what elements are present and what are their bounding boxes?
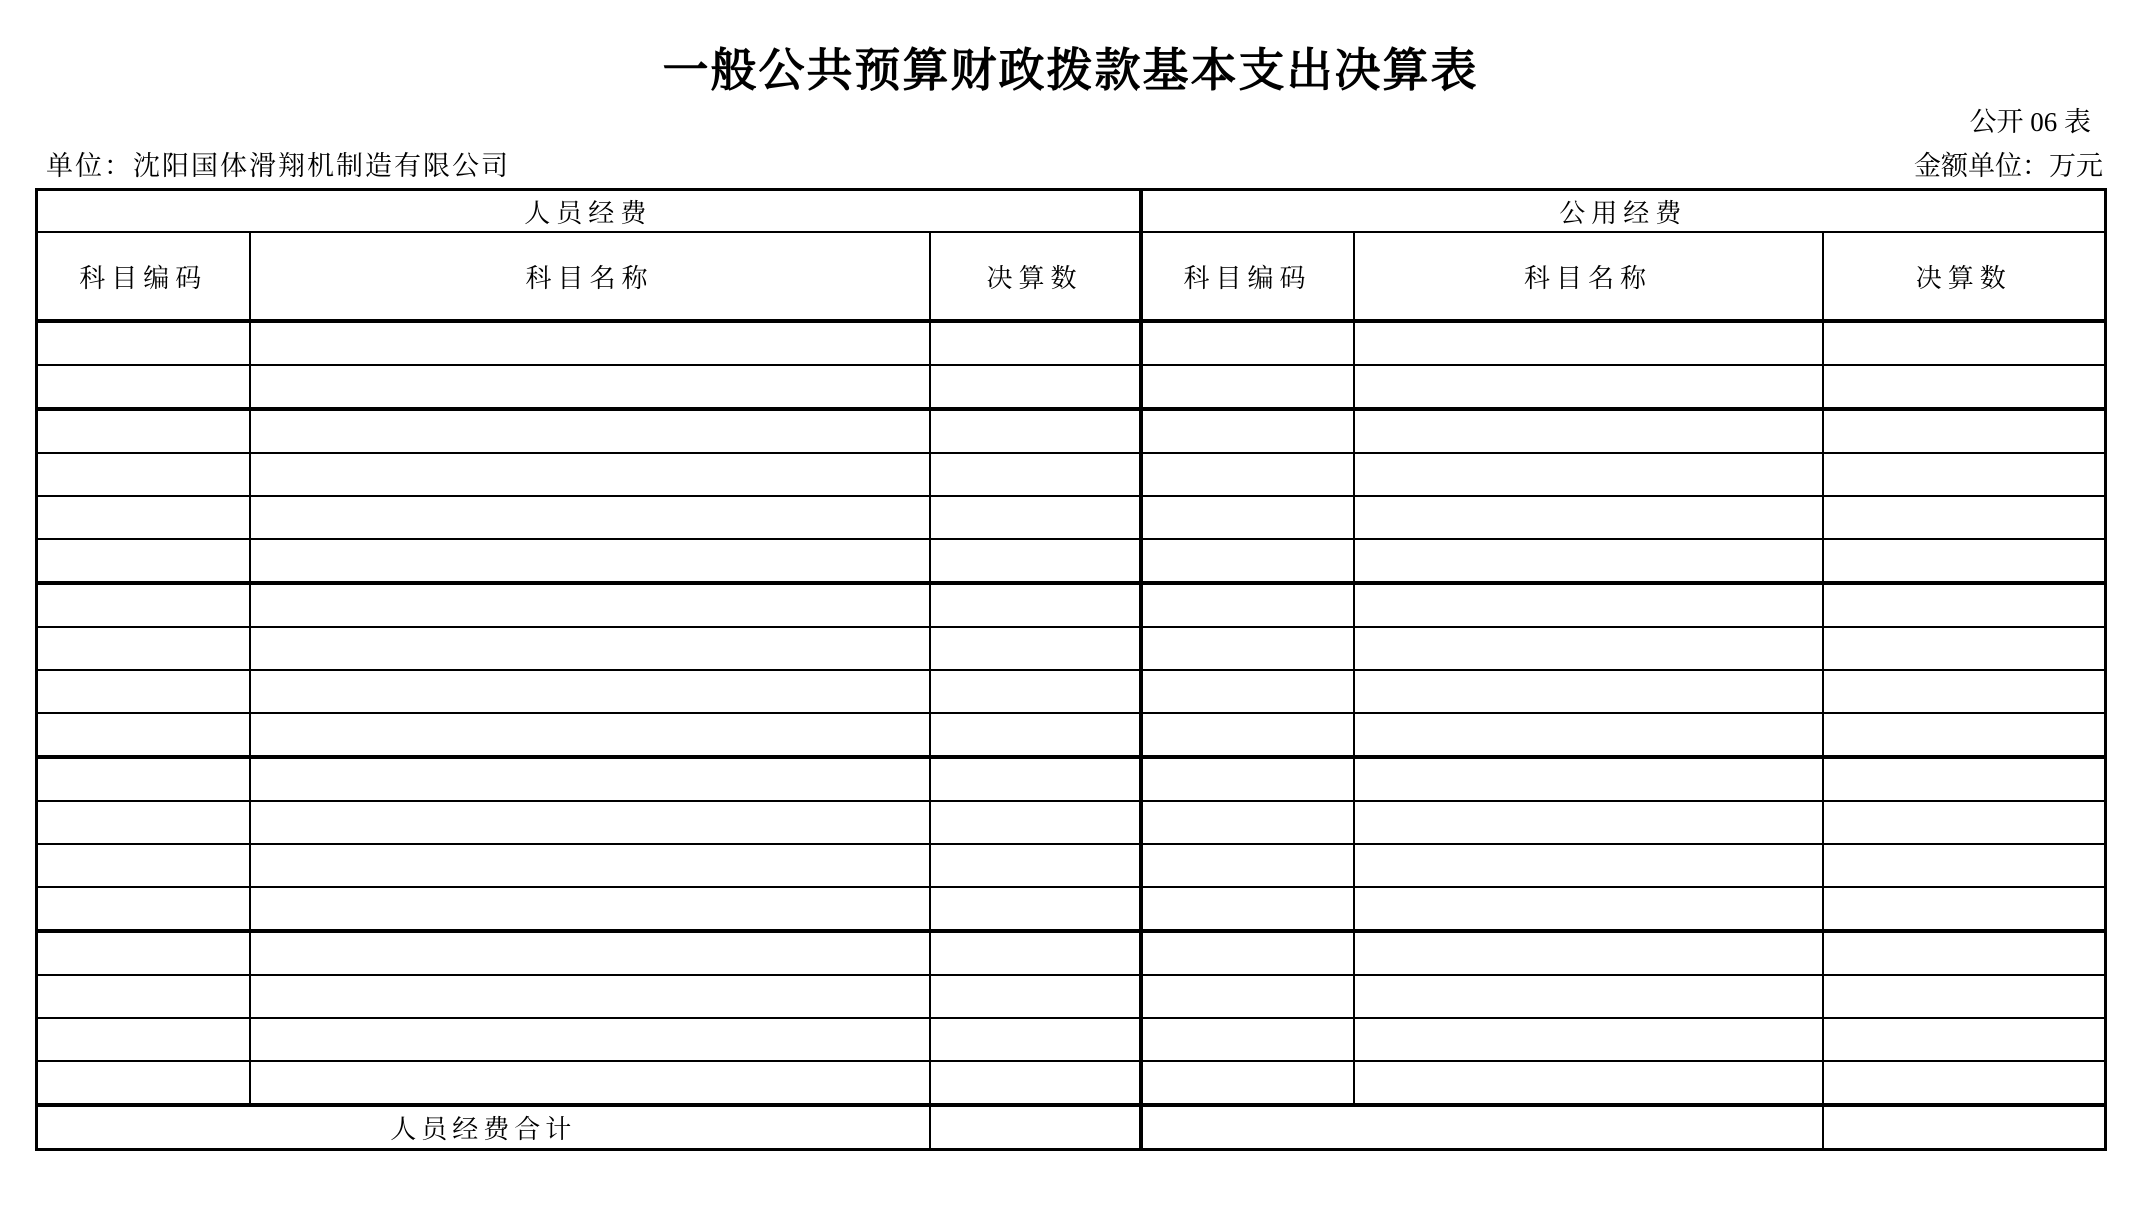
table-row (37, 801, 2106, 844)
column-header-row (37, 232, 2106, 321)
empty-cell (930, 844, 1141, 887)
empty-cell (1823, 1061, 2106, 1105)
personnel-total-value-cell (930, 1105, 1141, 1150)
empty-cell (37, 496, 250, 539)
empty-cell (250, 931, 930, 975)
empty-cell (1141, 757, 1354, 801)
form-code-label: 公开 06 表 (1969, 107, 2091, 137)
empty-cell (37, 453, 250, 496)
empty-cell (37, 801, 250, 844)
empty-cell (1823, 496, 2106, 539)
empty-cell (37, 670, 250, 713)
empty-cell (930, 1061, 1141, 1105)
empty-cell (1823, 539, 2106, 583)
empty-cell (930, 801, 1141, 844)
empty-cell (1823, 931, 2106, 975)
empty-cell (1141, 931, 1354, 975)
empty-cell (930, 496, 1141, 539)
empty-cell (250, 670, 930, 713)
empty-cell (37, 365, 250, 409)
empty-cell (1354, 627, 1823, 670)
empty-cell (930, 757, 1141, 801)
empty-cell (250, 627, 930, 670)
table-row (37, 713, 2106, 757)
empty-cell (1141, 365, 1354, 409)
empty-cell (37, 757, 250, 801)
empty-cell (930, 670, 1141, 713)
empty-cell (37, 887, 250, 931)
empty-cell (250, 713, 930, 757)
empty-cell (930, 975, 1141, 1018)
empty-cell (1823, 844, 2106, 887)
section-header-public: 公用经费 (1141, 190, 2106, 233)
org-unit-label: 单位：沈阳国体滑翔机制造有限公司 (46, 151, 510, 181)
empty-cell (250, 1018, 930, 1061)
table-row (37, 887, 2106, 931)
empty-cell (250, 453, 930, 496)
empty-cell (1354, 409, 1823, 453)
budget-table (35, 188, 2107, 1151)
empty-cell (1141, 496, 1354, 539)
col-header-subject-code-right: 科目编码 (1141, 232, 1354, 321)
empty-cell (37, 1061, 250, 1105)
total-row-right-merged-cell (1141, 1105, 1823, 1150)
table-row (37, 583, 2106, 627)
empty-cell (1823, 583, 2106, 627)
empty-cell (37, 713, 250, 757)
empty-cell (1823, 453, 2106, 496)
table-row (37, 496, 2106, 539)
empty-cell (250, 844, 930, 887)
table-row (37, 757, 2106, 801)
empty-cell (930, 583, 1141, 627)
empty-cell (1354, 1061, 1823, 1105)
table-row (37, 365, 2106, 409)
empty-cell (1823, 975, 2106, 1018)
empty-cell (250, 321, 930, 365)
empty-cell (1823, 321, 2106, 365)
empty-cell (37, 975, 250, 1018)
empty-cell (1354, 453, 1823, 496)
empty-cell (930, 409, 1141, 453)
empty-cell (1354, 583, 1823, 627)
empty-cell (930, 713, 1141, 757)
empty-cell (1141, 975, 1354, 1018)
empty-cell (1823, 713, 2106, 757)
empty-cell (1823, 409, 2106, 453)
empty-cell (1354, 321, 1823, 365)
empty-cell (1354, 365, 1823, 409)
section-header-personnel: 人员经费 (37, 190, 1141, 233)
empty-cell (250, 801, 930, 844)
empty-cell (1823, 627, 2106, 670)
empty-cell (1141, 627, 1354, 670)
col-header-final-amount-left: 决算数 (930, 232, 1141, 321)
empty-cell (1823, 670, 2106, 713)
empty-cell (930, 627, 1141, 670)
empty-cell (250, 496, 930, 539)
empty-cell (37, 539, 250, 583)
empty-cell (1141, 887, 1354, 931)
empty-cell (1823, 365, 2106, 409)
table-row (37, 670, 2106, 713)
empty-cell (930, 887, 1141, 931)
empty-cell (1141, 1061, 1354, 1105)
col-header-subject-name-left: 科目名称 (250, 232, 930, 321)
empty-cell (1141, 713, 1354, 757)
table-row (37, 409, 2106, 453)
amount-unit-label: 金额单位：万元 (1914, 151, 2103, 181)
col-header-final-amount-right: 决算数 (1823, 232, 2106, 321)
col-header-subject-code-left: 科目编码 (37, 232, 250, 321)
empty-cell (250, 539, 930, 583)
table-row (37, 1018, 2106, 1061)
empty-cell (1141, 583, 1354, 627)
empty-cell (1823, 801, 2106, 844)
empty-cell (930, 321, 1141, 365)
empty-cell (37, 627, 250, 670)
table-row (37, 453, 2106, 496)
page-title: 一般公共预算财政拨款基本支出决算表 (662, 45, 1479, 96)
empty-cell (1823, 887, 2106, 931)
empty-cell (1141, 844, 1354, 887)
table-row (37, 931, 2106, 975)
empty-cell (930, 931, 1141, 975)
empty-cell (250, 365, 930, 409)
table-row (37, 1061, 2106, 1105)
col-header-subject-name-right: 科目名称 (1354, 232, 1823, 321)
empty-cell (1354, 1018, 1823, 1061)
empty-cell (1141, 453, 1354, 496)
empty-cell (1354, 887, 1823, 931)
empty-cell (1141, 1018, 1354, 1061)
empty-cell (1823, 1018, 2106, 1061)
empty-cell (37, 583, 250, 627)
empty-cell (1354, 844, 1823, 887)
empty-cell (37, 321, 250, 365)
empty-cell (1141, 670, 1354, 713)
empty-cell (1141, 539, 1354, 583)
table-row (37, 975, 2106, 1018)
empty-cell (1823, 757, 2106, 801)
empty-cell (250, 583, 930, 627)
empty-cell (1354, 757, 1823, 801)
empty-cell (930, 365, 1141, 409)
empty-cell (930, 539, 1141, 583)
empty-cell (37, 1018, 250, 1061)
empty-cell (1354, 496, 1823, 539)
empty-cell (250, 757, 930, 801)
empty-cell (37, 409, 250, 453)
personnel-total-label: 人员经费合计 (37, 1105, 930, 1150)
empty-cell (930, 453, 1141, 496)
empty-cell (37, 844, 250, 887)
personnel-total-row (37, 1105, 2106, 1150)
table-row (37, 627, 2106, 670)
table-row (37, 539, 2106, 583)
table-row (37, 844, 2106, 887)
empty-cell (1354, 931, 1823, 975)
empty-cell (1141, 801, 1354, 844)
empty-cell (1354, 975, 1823, 1018)
empty-cell (250, 409, 930, 453)
empty-cell (1354, 670, 1823, 713)
empty-cell (1354, 539, 1823, 583)
empty-cell (1141, 321, 1354, 365)
public-total-value-cell (1823, 1105, 2106, 1150)
section-header-row (37, 190, 2106, 233)
empty-cell (250, 1061, 930, 1105)
empty-cell (250, 975, 930, 1018)
empty-cell (250, 887, 930, 931)
empty-cell (37, 931, 250, 975)
empty-cell (1354, 801, 1823, 844)
empty-cell (930, 1018, 1141, 1061)
table-row (37, 321, 2106, 365)
empty-cell (1354, 713, 1823, 757)
empty-cell (1141, 409, 1354, 453)
